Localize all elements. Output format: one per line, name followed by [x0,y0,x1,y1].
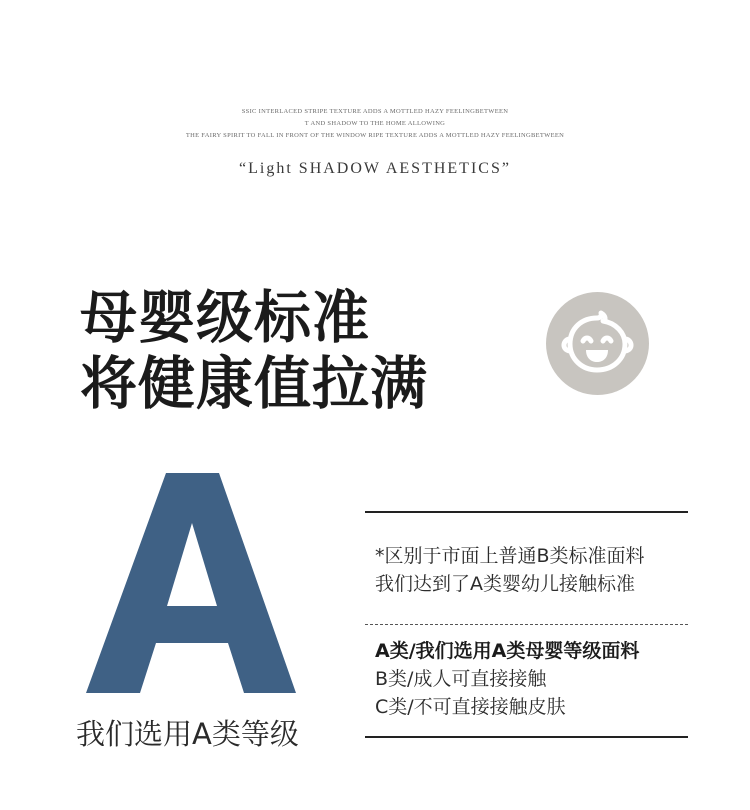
grade-c-description: C类/不可直接接触皮肤 [375,696,566,718]
note-distinction: *区别于市面上普通B类标准面料 [375,545,645,567]
grade-a-description: A类/我们选用A类母婴等级面料 [375,640,640,662]
grade-a-letter [86,473,296,693]
intro-text-line-3: THE FAIRY SPIRIT TO FALL IN FRONT OF THE WINDOW RIPE TEXTURE ADDS A MOTTLED HAZY FEELINGBETWEEN [185,132,565,139]
grade-caption: 我们选用A类等级 [76,717,299,751]
note-standard: 我们达到了A类婴幼儿接触标准 [375,573,635,595]
intro-text-line-2: T AND SHADOW TO THE HOME ALLOWING [304,120,446,127]
grade-b-description: B类/成人可直接接触 [375,668,547,690]
intro-text-line-1: SSIC INTERLACED STRIPE TEXTURE ADDS A MOTTLED HAZY FEELINGBETWEEN [241,108,509,115]
baby-face-icon [546,292,649,395]
aesthetic-tagline: “Light SHADOW AESTHETICS” [239,160,511,177]
divider-dashed [365,624,688,625]
headline-line-2: 将健康值拉满 [80,351,428,417]
headline-line-1: 母婴级标准 [80,285,370,351]
divider-bottom [365,736,688,738]
divider-top [365,511,688,513]
